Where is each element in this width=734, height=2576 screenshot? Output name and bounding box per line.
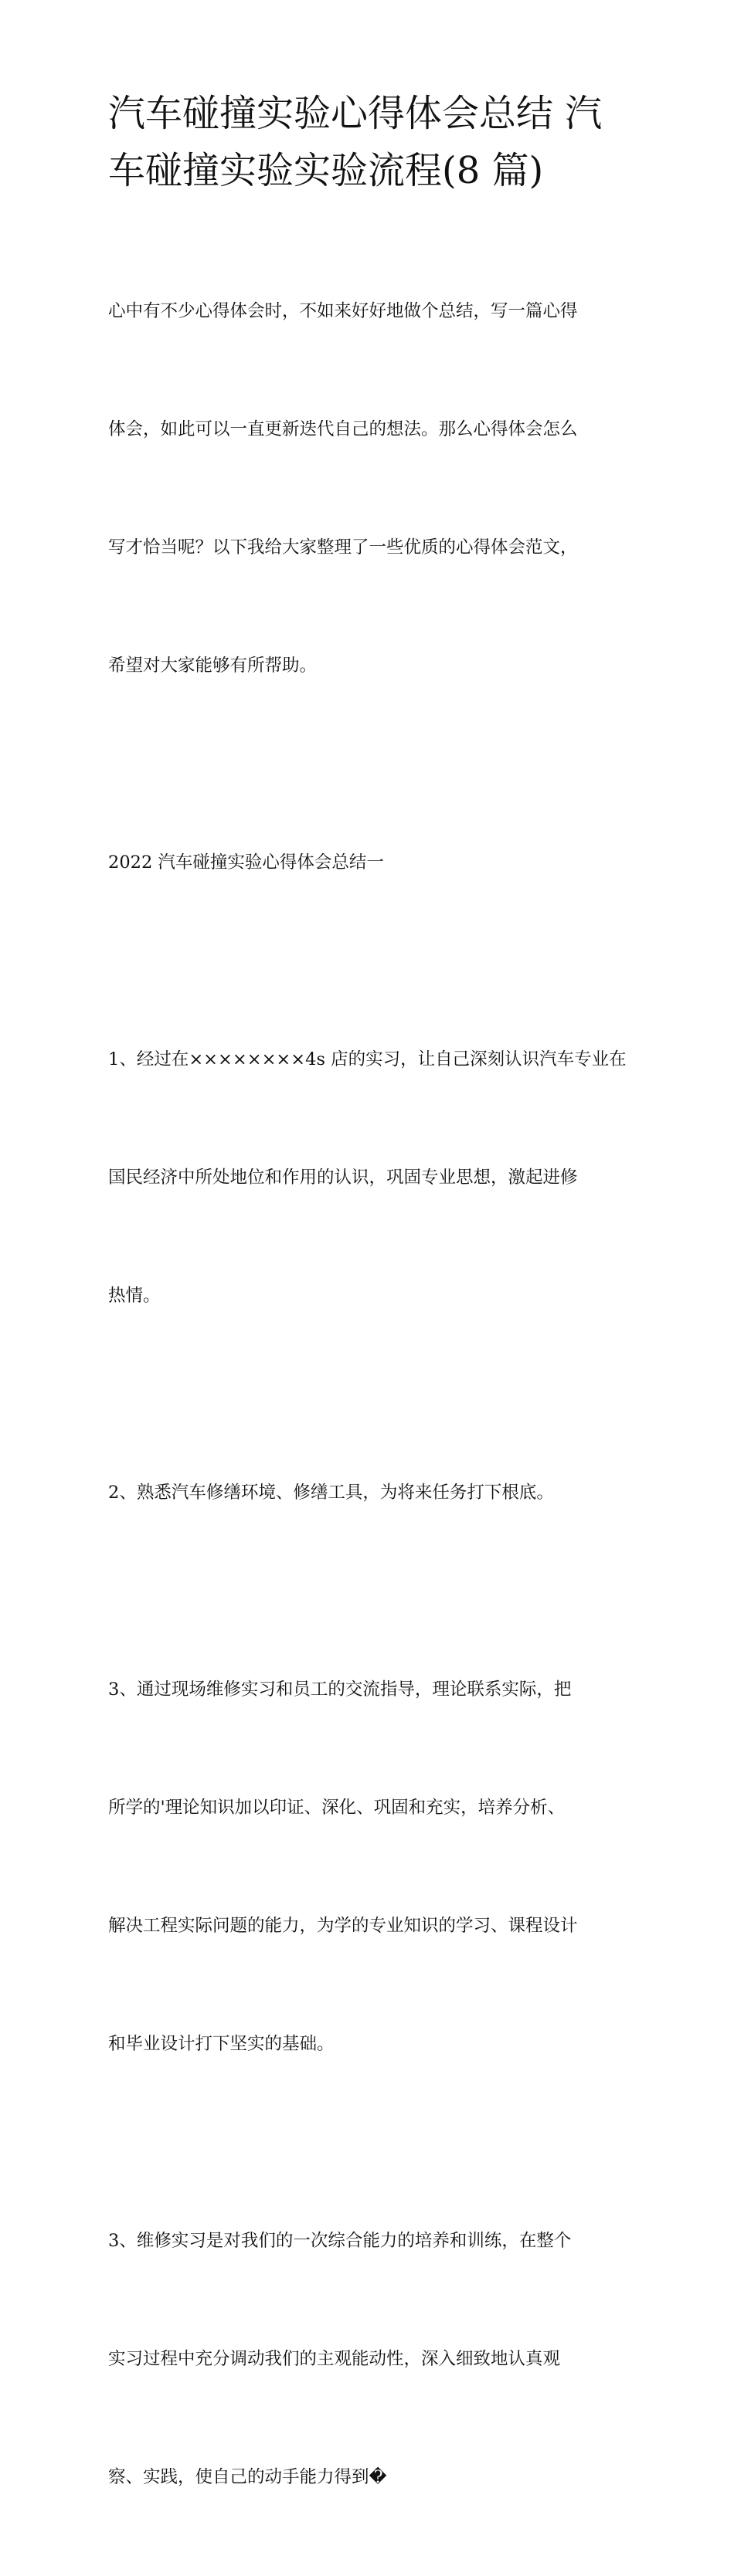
section-heading-text: 2022 汽车碰撞实验心得体会总结一 bbox=[108, 852, 384, 873]
title-line: 汽车碰撞实验心得体会总结 汽 bbox=[108, 92, 603, 135]
text-line: 解决工程实际问题的能力，为学的专业知识的学习、课程设计 bbox=[108, 1916, 578, 1936]
text-line: 热情。 bbox=[108, 1286, 161, 1306]
intro-paragraph bbox=[108, 213, 634, 764]
document-title bbox=[108, 85, 634, 199]
text-line: 写才恰当呢？以下我给大家整理了一些优质的心得体会范文， bbox=[108, 537, 578, 558]
text-line: 3、通过现场维修实习和员工的交流指导，理论联系实际，把 bbox=[108, 1679, 572, 1700]
text-line: 心中有不少心得体会时，不如来好好地做个总结，写一篇心得 bbox=[108, 301, 578, 321]
list-item-3 bbox=[108, 1591, 634, 2143]
text-line: 希望对大家能够有所帮助。 bbox=[108, 656, 318, 676]
list-item-2 bbox=[108, 1395, 634, 1591]
text-line: 1、经过在××××××××4s 店的实习，让自己深刻认识汽车专业在 bbox=[108, 1049, 627, 1069]
text-line: 和毕业设计打下坚实的基础。 bbox=[108, 2034, 335, 2054]
section-heading bbox=[108, 764, 634, 961]
text-line: 所学的'理论知识加以印证、深化、巩固和充实，培养分析、 bbox=[108, 1798, 566, 1818]
title-line: 车碰撞实验实验流程(8 篇) bbox=[108, 149, 544, 192]
document-page bbox=[108, 85, 634, 2576]
text-line: 体会，如此可以一直更新迭代自己的想法。那么心得体会怎么 bbox=[108, 419, 578, 439]
text-line: 国民经济中所处地位和作用的认识，巩固专业思想，激起进修 bbox=[108, 1168, 578, 1188]
list-item-4 bbox=[108, 2143, 634, 2576]
text-line: 3、维修实习是对我们的一次综合能力的培养和训练，在整个 bbox=[108, 2231, 572, 2251]
text-line: 2、熟悉汽车修缮环境、修缮工具，为将来任务打下根底。 bbox=[108, 1483, 554, 1503]
text-line: 实习过程中充分调动我们的主观能动性，深入细致地认真观 bbox=[108, 2349, 561, 2369]
list-item-1 bbox=[108, 961, 634, 1395]
text-line: 察、实践，使自己的动手能力得到� bbox=[108, 2467, 387, 2487]
